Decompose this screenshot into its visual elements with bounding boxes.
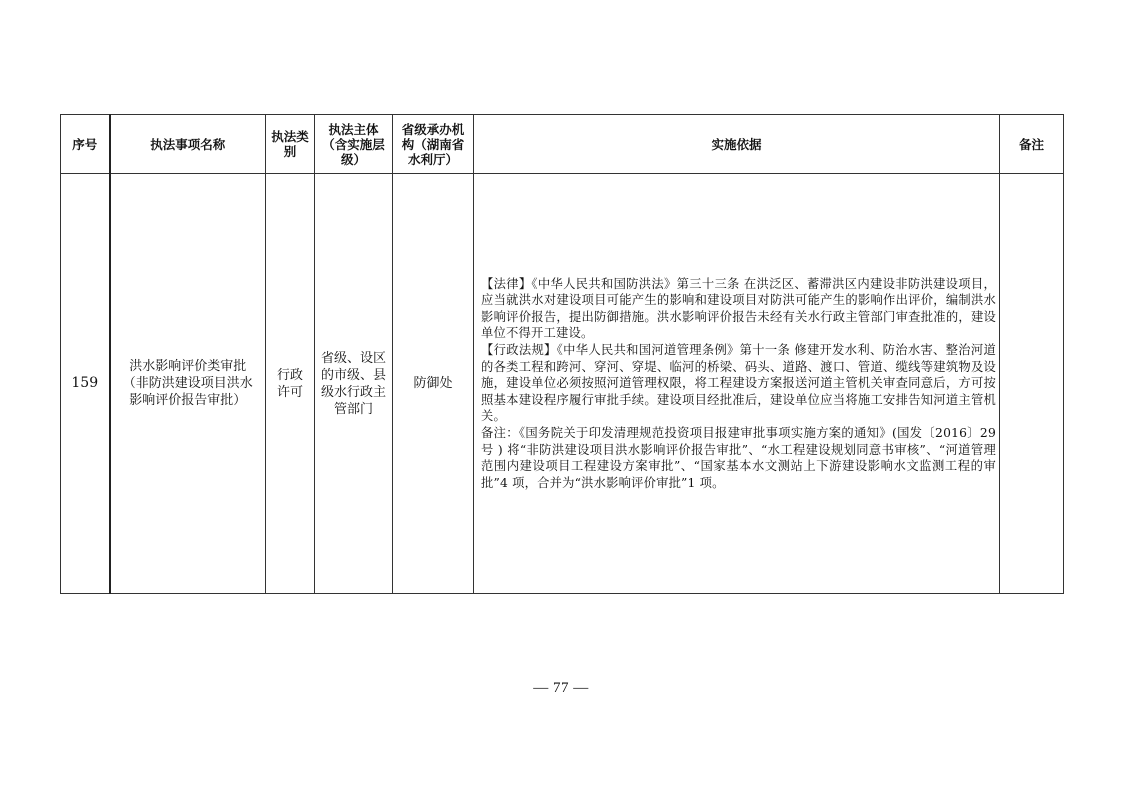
header-row	[61, 115, 1064, 174]
page-number: — 77 —	[533, 680, 589, 696]
table-body	[61, 174, 1064, 594]
header-org: 省级承办机构（湖南省水利厅）	[393, 115, 474, 174]
cell-category: 行政许可	[266, 174, 315, 594]
basis-law-paragraph: 【法律】《中华人民共和国防洪法》第三十三条 在洪泛区、蓄滞洪区内建设非防洪建设项目，应当就洪水对建设项目可能产生的影响和建设项目对防洪可能产生的影响作出评价，编制洪水影响评价报告，提出防御措施。洪水影响评价报告未经有关水行政主管部门审查批准的，建设单位不得开工建设。	[481, 276, 996, 341]
header-category: 执法类别	[266, 115, 315, 174]
cell-org: 防御处	[393, 174, 474, 594]
header-item-name: 执法事项名称	[110, 115, 266, 174]
cell-remarks	[1000, 174, 1064, 594]
basis-note-paragraph: 备注：《国务院关于印发清理规范投资项目报建审批事项实施方案的通知》(国发〔2016〕29 号 ) 将“非防洪建设项目洪水影响评价报告审批”、“水工程建设规划同意书审核”、“河道管理范围内建设项目工程建设方案审批”、“国家基本水文测站上下游建设影响水文监测工程的审批”4 项，合并为“洪水影响评价审批”1 项。	[481, 425, 996, 490]
cell-item-name: 洪水影响评价类审批（非防洪建设项目洪水影响评价报告审批）	[110, 174, 266, 594]
header-basis: 实施依据	[474, 115, 1000, 174]
header-seq: 序号	[61, 115, 110, 174]
cell-subject: 省级、设区的市级、县级水行政主管部门	[315, 174, 393, 594]
header-subject: 执法主体（含实施层级）	[315, 115, 393, 174]
enforcement-items-table	[60, 114, 1064, 594]
table-header	[61, 115, 1064, 174]
cell-basis	[474, 174, 1000, 594]
header-remarks: 备注	[1000, 115, 1064, 174]
basis-regulation-paragraph: 【行政法规】《中华人民共和国河道管理条例》第十一条 修建开发水利、防治水害、整治河道的各类工程和跨河、穿河、穿堤、临河的桥梁、码头、道路、渡口、管道、缆线等建筑物及设施，建设单位必须按照河道管理权限，将工程建设方案报送河道主管机关审查同意后，方可按照基本建设程序履行审批手续。建设项目经批准后，建设单位应当将施工安排告知河道主管机关。	[481, 343, 996, 424]
table-row	[61, 174, 1064, 594]
cell-seq: 159	[61, 174, 110, 594]
